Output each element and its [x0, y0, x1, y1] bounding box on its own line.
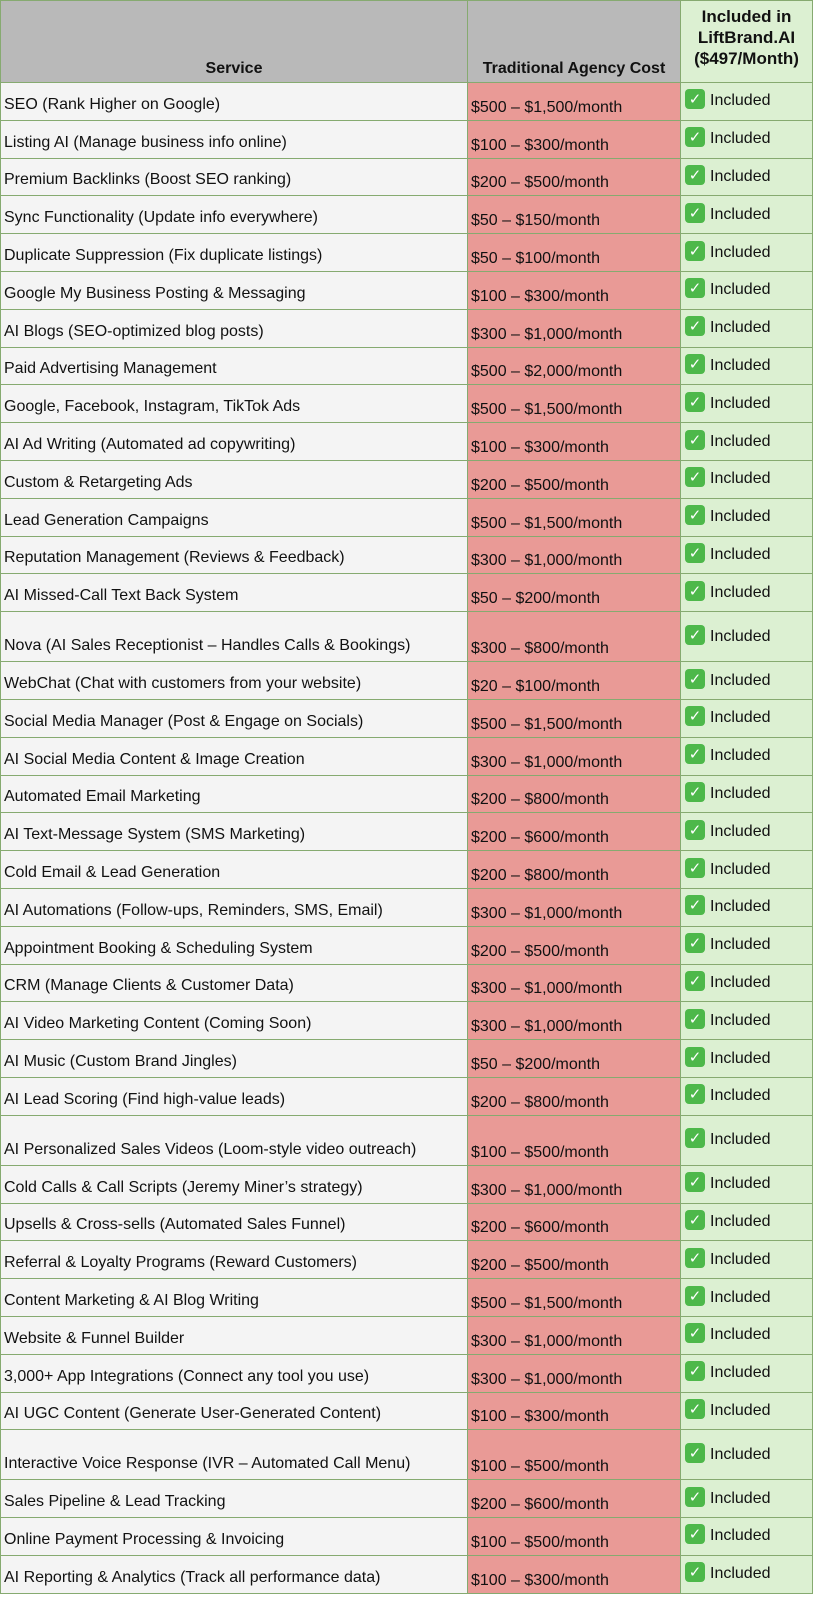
service-cell: Paid Advertising Management — [1, 347, 468, 385]
service-cell: Referral & Loyalty Programs (Reward Customers) — [1, 1241, 468, 1279]
check-mark-icon: ✓ — [685, 1128, 705, 1148]
agency-cost-cell: $200 – $800/month — [468, 851, 681, 889]
agency-cost-cell: $500 – $1,500/month — [468, 699, 681, 737]
included-label: Included — [710, 1565, 771, 1583]
included-cell — [681, 888, 813, 926]
table-row — [1, 775, 813, 813]
included-cell — [681, 120, 813, 158]
table-row — [1, 737, 813, 775]
agency-cost-cell: $300 – $1,000/month — [468, 536, 681, 574]
included-cell — [681, 158, 813, 196]
included-cell — [681, 234, 813, 272]
check-mark-icon: ✓ — [685, 1047, 705, 1067]
check-mark-icon: ✓ — [685, 278, 705, 298]
agency-cost-cell: $300 – $1,000/month — [468, 737, 681, 775]
check-mark-icon: ✓ — [685, 820, 705, 840]
agency-cost-cell: $200 – $600/month — [468, 1203, 681, 1241]
check-mark-icon: ✓ — [685, 1084, 705, 1104]
included-cell — [681, 498, 813, 536]
service-cell: Website & Funnel Builder — [1, 1316, 468, 1354]
table-row — [1, 347, 813, 385]
agency-cost-cell: $300 – $1,000/month — [468, 964, 681, 1002]
included-label: Included — [710, 1213, 771, 1231]
included-label: Included — [710, 583, 771, 601]
table-row — [1, 83, 813, 121]
agency-cost-cell: $50 – $200/month — [468, 1040, 681, 1078]
service-cell: Listing AI (Manage business info online) — [1, 120, 468, 158]
included-label: Included — [710, 319, 771, 337]
service-cell: Appointment Booking & Scheduling System — [1, 926, 468, 964]
table-row — [1, 1480, 813, 1518]
included-cell — [681, 775, 813, 813]
check-mark-icon: ✓ — [685, 625, 705, 645]
table-row — [1, 574, 813, 612]
included-label: Included — [710, 627, 771, 645]
service-cell: Sales Pipeline & Lead Tracking — [1, 1480, 468, 1518]
service-cell: Google My Business Posting & Messaging — [1, 271, 468, 309]
check-mark-icon: ✓ — [685, 744, 705, 764]
table-row — [1, 1430, 813, 1480]
agency-cost-cell: $500 – $1,500/month — [468, 83, 681, 121]
table-row — [1, 662, 813, 700]
included-cell — [681, 536, 813, 574]
included-label: Included — [710, 974, 771, 992]
agency-cost-cell: $200 – $500/month — [468, 926, 681, 964]
included-label: Included — [710, 508, 771, 526]
table-row — [1, 536, 813, 574]
agency-cost-cell: $300 – $1,000/month — [468, 1316, 681, 1354]
agency-cost-cell: $200 – $600/month — [468, 1480, 681, 1518]
table-row — [1, 1241, 813, 1279]
table-row — [1, 158, 813, 196]
service-cell: AI Ad Writing (Automated ad copywriting) — [1, 423, 468, 461]
included-cell — [681, 271, 813, 309]
included-label: Included — [710, 747, 771, 765]
service-cell: Content Marketing & AI Blog Writing — [1, 1279, 468, 1317]
header-row — [1, 1, 813, 83]
service-cell: AI Missed-Call Text Back System — [1, 574, 468, 612]
agency-cost-cell: $20 – $100/month — [468, 662, 681, 700]
check-mark-icon: ✓ — [685, 971, 705, 991]
included-label: Included — [710, 546, 771, 564]
included-cell — [681, 1480, 813, 1518]
table-row — [1, 1354, 813, 1392]
service-cell: Social Media Manager (Post & Engage on Socials) — [1, 699, 468, 737]
included-cell — [681, 851, 813, 889]
check-mark-icon: ✓ — [685, 467, 705, 487]
check-mark-icon: ✓ — [685, 782, 705, 802]
table-row — [1, 423, 813, 461]
table-row — [1, 1165, 813, 1203]
check-mark-icon: ✓ — [685, 543, 705, 563]
included-cell — [681, 423, 813, 461]
included-cell — [681, 813, 813, 851]
included-cell — [681, 574, 813, 612]
service-cell: Sync Functionality (Update info everywhere) — [1, 196, 468, 234]
table-row — [1, 1518, 813, 1556]
included-label: Included — [710, 206, 771, 224]
included-label: Included — [710, 395, 771, 412]
service-cell: Duplicate Suppression (Fix duplicate listings) — [1, 234, 468, 272]
included-label: Included — [710, 1326, 771, 1344]
table-row — [1, 271, 813, 309]
included-label: Included — [710, 1446, 771, 1464]
included-cell — [681, 662, 813, 700]
agency-cost-cell: $300 – $1,000/month — [468, 1002, 681, 1040]
included-label: Included — [710, 281, 771, 299]
included-cell — [681, 1002, 813, 1040]
table-row — [1, 699, 813, 737]
agency-cost-cell: $500 – $2,000/month — [468, 347, 681, 385]
included-cell — [681, 1279, 813, 1317]
check-mark-icon: ✓ — [685, 1562, 705, 1582]
table-row — [1, 309, 813, 347]
service-cell: Interactive Voice Response (IVR – Automated Call Menu) — [1, 1430, 468, 1480]
included-label: Included — [710, 243, 771, 261]
included-label: Included — [710, 470, 771, 488]
agency-cost-cell: $100 – $500/month — [468, 1518, 681, 1556]
agency-cost-cell: $50 – $150/month — [468, 196, 681, 234]
service-cell: AI Music (Custom Brand Jingles) — [1, 1040, 468, 1078]
header-traditional-cost: Traditional Agency Cost — [468, 1, 681, 83]
service-cell: Upsells & Cross-sells (Automated Sales Funnel) — [1, 1203, 468, 1241]
check-mark-icon: ✓ — [685, 1323, 705, 1343]
included-cell — [681, 460, 813, 498]
check-mark-icon: ✓ — [685, 354, 705, 374]
table-row — [1, 385, 813, 423]
agency-cost-cell: $100 – $300/month — [468, 423, 681, 461]
table-row — [1, 498, 813, 536]
included-cell — [681, 1430, 813, 1480]
agency-cost-cell: $300 – $1,000/month — [468, 309, 681, 347]
included-cell — [681, 964, 813, 1002]
agency-cost-cell: $200 – $800/month — [468, 1077, 681, 1115]
agency-cost-cell: $200 – $600/month — [468, 813, 681, 851]
check-mark-icon: ✓ — [685, 505, 705, 525]
service-cell: Nova (AI Sales Receptionist – Handles Calls & Bookings) — [1, 612, 468, 662]
service-cell: AI Video Marketing Content (Coming Soon) — [1, 1002, 468, 1040]
included-label: Included — [710, 1527, 771, 1545]
service-cell: Premium Backlinks (Boost SEO ranking) — [1, 158, 468, 196]
table-row — [1, 964, 813, 1002]
table-row — [1, 1392, 813, 1430]
check-mark-icon: ✓ — [685, 1210, 705, 1230]
check-mark-icon: ✓ — [685, 165, 705, 185]
check-mark-icon: ✓ — [685, 316, 705, 336]
included-cell — [681, 1518, 813, 1556]
table-row — [1, 888, 813, 926]
service-cell: Custom & Retargeting Ads — [1, 460, 468, 498]
header-service: Service — [1, 1, 468, 83]
table-row — [1, 926, 813, 964]
included-cell — [681, 699, 813, 737]
included-label: Included — [710, 1011, 771, 1029]
included-label: Included — [710, 1131, 771, 1149]
table-row — [1, 1203, 813, 1241]
included-label: Included — [710, 822, 771, 840]
table-body — [1, 83, 813, 1594]
included-label: Included — [710, 92, 771, 110]
service-cell: Cold Calls & Call Scripts (Jeremy Miner’s strategy) — [1, 1165, 468, 1203]
check-mark-icon: ✓ — [685, 1524, 705, 1544]
included-label: Included — [710, 1489, 771, 1507]
check-mark-icon: ✓ — [685, 933, 705, 953]
service-cell: AI Social Media Content & Image Creation — [1, 737, 468, 775]
included-label: Included — [710, 936, 771, 954]
table-row — [1, 1316, 813, 1354]
table-header — [1, 1, 813, 83]
agency-cost-cell: $100 – $300/month — [468, 271, 681, 309]
agency-cost-cell: $500 – $1,500/month — [468, 498, 681, 536]
check-mark-icon: ✓ — [685, 1172, 705, 1192]
service-cell: AI Automations (Follow-ups, Reminders, SMS, Email) — [1, 888, 468, 926]
check-mark-icon: ✓ — [685, 669, 705, 689]
agency-cost-cell: $300 – $1,000/month — [468, 1165, 681, 1203]
service-cell: Reputation Management (Reviews & Feedback) — [1, 536, 468, 574]
check-mark-icon: ✓ — [685, 581, 705, 601]
included-cell — [681, 309, 813, 347]
agency-cost-cell: $200 – $800/month — [468, 775, 681, 813]
table-row — [1, 120, 813, 158]
included-label: Included — [710, 1364, 771, 1382]
agency-cost-cell: $100 – $300/month — [468, 1392, 681, 1430]
included-label: Included — [710, 1175, 771, 1193]
service-cell: AI Lead Scoring (Find high-value leads) — [1, 1077, 468, 1115]
check-mark-icon: ✓ — [685, 89, 705, 109]
service-cell: AI Text-Message System (SMS Marketing) — [1, 813, 468, 851]
included-cell — [681, 737, 813, 775]
check-mark-icon: ✓ — [685, 430, 705, 450]
agency-cost-cell: $100 – $500/month — [468, 1115, 681, 1165]
table-row — [1, 612, 813, 662]
included-cell — [681, 1241, 813, 1279]
service-cell: AI Blogs (SEO-optimized blog posts) — [1, 309, 468, 347]
table-row — [1, 234, 813, 272]
service-cell: AI Reporting & Analytics (Track all performance data) — [1, 1555, 468, 1593]
included-label: Included — [710, 1288, 771, 1306]
agency-cost-cell: $300 – $1,000/month — [468, 1354, 681, 1392]
included-label: Included — [710, 168, 771, 186]
included-cell — [681, 196, 813, 234]
included-label: Included — [710, 709, 771, 727]
included-label: Included — [710, 1087, 771, 1105]
included-label: Included — [710, 860, 771, 878]
included-cell — [681, 1203, 813, 1241]
service-cell: WebChat (Chat with customers from your website) — [1, 662, 468, 700]
included-label: Included — [710, 898, 771, 916]
check-mark-icon: ✓ — [685, 1361, 705, 1381]
agency-cost-cell: $50 – $100/month — [468, 234, 681, 272]
included-cell — [681, 1077, 813, 1115]
included-cell — [681, 1392, 813, 1430]
included-label: Included — [710, 432, 771, 450]
service-cell: SEO (Rank Higher on Google) — [1, 83, 468, 121]
included-cell — [681, 1040, 813, 1078]
agency-cost-cell: $200 – $500/month — [468, 1241, 681, 1279]
service-cell: Automated Email Marketing — [1, 775, 468, 813]
agency-cost-cell: $200 – $500/month — [468, 158, 681, 196]
included-label: Included — [710, 357, 771, 375]
service-cell: AI Personalized Sales Videos (Loom-style video outreach) — [1, 1115, 468, 1165]
check-mark-icon: ✓ — [685, 858, 705, 878]
agency-cost-cell: $500 – $1,500/month — [468, 1279, 681, 1317]
table-row — [1, 460, 813, 498]
agency-cost-cell: $300 – $800/month — [468, 612, 681, 662]
agency-cost-cell: $500 – $1,500/month — [468, 385, 681, 423]
agency-cost-cell: $100 – $300/month — [468, 120, 681, 158]
table-row — [1, 813, 813, 851]
service-cell: Online Payment Processing & Invoicing — [1, 1518, 468, 1556]
included-cell — [681, 1165, 813, 1203]
agency-cost-cell: $100 – $500/month — [468, 1430, 681, 1480]
included-cell — [681, 347, 813, 385]
included-cell — [681, 1316, 813, 1354]
check-mark-icon: ✓ — [685, 895, 705, 915]
table-row — [1, 1040, 813, 1078]
check-mark-icon: ✓ — [685, 1286, 705, 1306]
included-label: Included — [710, 1250, 771, 1268]
check-mark-icon: ✓ — [685, 392, 705, 412]
table-row — [1, 196, 813, 234]
included-label: Included — [710, 1049, 771, 1067]
check-mark-icon: ✓ — [685, 241, 705, 261]
included-label: Included — [710, 671, 771, 689]
check-mark-icon: ✓ — [685, 127, 705, 147]
table-row — [1, 1002, 813, 1040]
check-mark-icon: ✓ — [685, 203, 705, 223]
included-label: Included — [710, 785, 771, 803]
agency-cost-cell: $50 – $200/month — [468, 574, 681, 612]
service-cell: Cold Email & Lead Generation — [1, 851, 468, 889]
service-cell: 3,000+ App Integrations (Connect any tool you use) — [1, 1354, 468, 1392]
included-cell — [681, 385, 813, 423]
table-row — [1, 1555, 813, 1593]
included-cell — [681, 612, 813, 662]
check-mark-icon: ✓ — [685, 1009, 705, 1029]
included-cell — [681, 1555, 813, 1593]
check-mark-icon: ✓ — [685, 706, 705, 726]
check-mark-icon: ✓ — [685, 1487, 705, 1507]
service-cell: Google, Facebook, Instagram, TikTok Ads — [1, 385, 468, 423]
service-cell: CRM (Manage Clients & Customer Data) — [1, 964, 468, 1002]
included-label: Included — [710, 1402, 771, 1420]
table-row — [1, 1279, 813, 1317]
check-mark-icon: ✓ — [685, 1399, 705, 1419]
service-cell: Lead Generation Campaigns — [1, 498, 468, 536]
included-cell — [681, 83, 813, 121]
check-mark-icon: ✓ — [685, 1248, 705, 1268]
included-cell — [681, 926, 813, 964]
included-label: Included — [710, 130, 771, 148]
agency-cost-cell: $300 – $1,000/month — [468, 888, 681, 926]
service-cell: AI UGC Content (Generate User-Generated Content) — [1, 1392, 468, 1430]
agency-cost-cell: $200 – $500/month — [468, 460, 681, 498]
agency-cost-cell: $100 – $300/month — [468, 1555, 681, 1593]
included-cell — [681, 1115, 813, 1165]
check-mark-icon: ✓ — [685, 1443, 705, 1463]
table-row — [1, 1077, 813, 1115]
table-row — [1, 851, 813, 889]
included-cell — [681, 1354, 813, 1392]
table-row — [1, 1115, 813, 1165]
header-included: Included in LiftBrand.AI ($497/Month) — [681, 1, 813, 83]
